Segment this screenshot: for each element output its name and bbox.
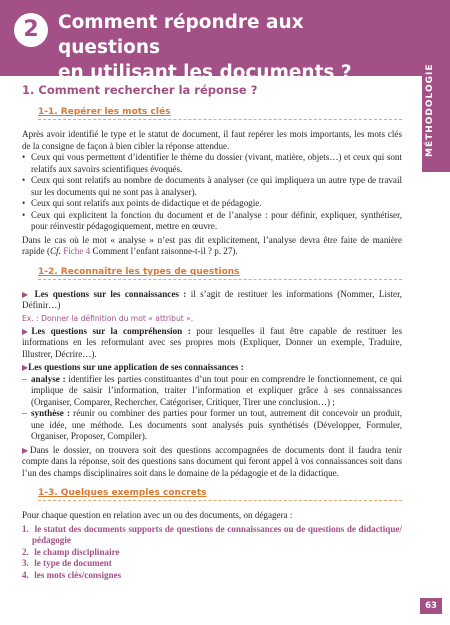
fiche-reference: Fiche 4	[63, 246, 91, 256]
page-content	[22, 80, 402, 581]
chapter-title	[58, 10, 408, 85]
keyword-list	[22, 152, 402, 233]
section-heading: 1. Comment rechercher la réponse ?	[22, 83, 258, 97]
example-line: Ex. : Donner la définition du mot « attribut ».	[22, 313, 194, 323]
list-item: 1. le statut des documents supports de questions de connaissances ou de questions de didactique/ pédagogie	[22, 523, 402, 545]
list-item-synthesis: – synthèse : réunir ou combiner des parties pour former un tout, autrement dit concevoir un produit, une idée, une méthode. Les documents sont analysés puis synthétisés (Développer, Formuler, Organiser, Proposer, Compiler).	[22, 408, 402, 443]
chapter-header	[0, 0, 422, 83]
list-item: 3. le type de document	[22, 558, 112, 568]
examples-list	[22, 524, 402, 582]
list-item: • Ceux qui explicitent la fonction du document et de l’analyse : pour définir, expliquer, synthétiser, pour réinvestir pédagogiquement, mettre en œuvre.	[22, 210, 402, 233]
triangle-right-icon: ▶	[22, 445, 31, 455]
list-item: • Ceux qui sont relatifs aux points de didactique et de pédagogie.	[22, 198, 402, 210]
list-item: 4. les mots clés/consignes	[22, 569, 122, 580]
chapter-title-line1: Comment répondre aux questions	[58, 12, 304, 58]
list-item: • Ceux qui sont relatifs au nombre de documents à analyser (ce qui impliquera un autre type de travail sur les documents qui ne sont pas à analyser).	[22, 175, 402, 198]
paragraph-knowledge-questions: ▶ Les questions sur les connaissances : il s’agit de restituer les informations (Nommer, Lister, Définir…)	[22, 288, 403, 310]
side-tab-label: MÉTHODOLOGIE	[425, 63, 435, 157]
list-item: 2. le champ disciplinaire	[22, 546, 120, 557]
paragraph-examples-intro: Pour chaque question en relation avec un ou des documents, on dégagera :	[22, 510, 293, 520]
chapter-title-line2: en utilisant les documents ?	[58, 62, 352, 83]
list-item-analysis: – analyse : identifier les parties constituantes d’un tout pour en comprendre le fonctionnement, ce qui implique de saisir l’information, traiter l’information et expliquer grâce à ses connaissances (Organiser, Comparer, Rechercher, Catégoriser, Critiquer, Tirer une conclusion…) ;	[22, 374, 402, 409]
paragraph-dossier-note: ▶Dans le dossier, on trouvera soit des questions accompagnées de documents dont il faudra tenir compte dans la réponse, soit des questions sans document qui feront appel à vos connaissances soit dans l’un des champs disciplinaires soit dans le domaine de la pédagogie et de la didactique.	[22, 444, 402, 478]
page-number: 63	[420, 598, 442, 614]
paragraph-analysis-note: Dans le cas où le mot « analyse » n’est pas dit explicitement, l’analyse devra être faite de manière rapide (Cf. Fiche 4 Comment l’enfant raisonne-t-il ? p. 27).	[22, 234, 402, 256]
cf-abbreviation: Cf.	[50, 246, 61, 256]
triangle-right-icon: ▶	[22, 289, 31, 299]
application-list	[22, 374, 402, 443]
triangle-right-icon: ▶	[22, 363, 29, 372]
list-item: • Ceux qui vous permettent d’identifier le thème du dossier (vivant, matière, objets…) et ceux qui sont relatifs aux savoirs scientifiques évoqués.	[22, 152, 402, 175]
subheading-question-types: 1-2. Reconnaître les types de questions	[38, 267, 402, 280]
paragraph-application-questions: ▶Les questions sur une application de ses connaissances :	[22, 362, 244, 372]
triangle-right-icon: ▶	[22, 326, 32, 336]
paragraph-comprehension-questions: ▶Les questions sur la compréhension : pour lesquelles il faut être capable de restituer les informations en les reformulant avec ses propres mots (Expliquer, Donner un exemple, Traduire, Illustrer, Décrire…).	[22, 325, 402, 359]
subheading-examples: 1-3. Quelques exemples concrets	[38, 488, 402, 501]
chapter-number-badge: 2	[14, 13, 48, 47]
paragraph-intro: Après avoir identifié le type et le statut de document, il faut repérer les mots importants, les mots clés de la consigne de façon à bien cibler la réponse attendue.	[22, 129, 402, 151]
subheading-keywords: 1-1. Repérer les mots clés	[38, 107, 402, 120]
